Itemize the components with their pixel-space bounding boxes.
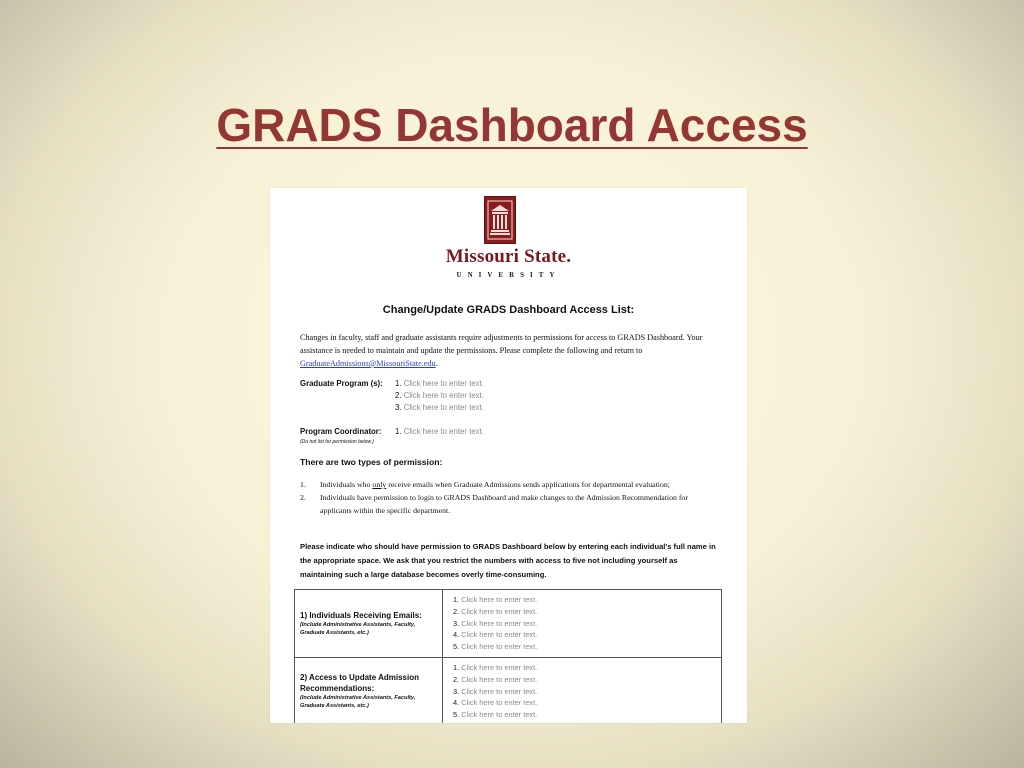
text-entry-field[interactable]: 2. Click here to enter text. — [453, 606, 538, 616]
row-entries-cell — [443, 657, 722, 723]
text-entry-field[interactable]: 3. Click here to enter text. — [453, 618, 538, 628]
permission-type-item: 1. Individuals who only receive emails when Graduate Admissions sends applications for departmental evaluation; — [300, 480, 670, 489]
brand-subtitle: UNIVERSITY — [456, 271, 561, 279]
text-entry-field[interactable]: 1. Click here to enter text. — [453, 662, 538, 672]
text-entry-field[interactable]: 3. Click here to enter text. — [453, 686, 538, 696]
form-heading: Change/Update GRADS Dashboard Access List: — [382, 304, 635, 316]
row-note: (Include Administrative Assistants, Faculty, Graduate Assistants, etc.) — [300, 621, 416, 636]
row-header-cell — [295, 590, 443, 658]
program-coordinator-label: Program Coordinator: — [300, 427, 382, 436]
text-entry-field[interactable]: 1. Click here to enter text. — [453, 595, 538, 604]
slide-title: GRADS Dashboard Access — [216, 99, 808, 151]
permission-types-heading: There are two types of permission: — [300, 457, 443, 467]
permission-type-item: 2. Individuals have permission to login to GRADS Dashboard and make changes to the Admission Recommendation for applicants within the specific department. — [300, 493, 688, 515]
graduate-program-entry[interactable]: 1. Click here to enter text. — [395, 379, 484, 388]
text-entry-field[interactable]: 5. Click here to enter text. — [453, 710, 538, 720]
text-entry-field[interactable]: 4. Click here to enter text. — [453, 630, 538, 640]
table-row — [295, 590, 722, 658]
text-entry-field[interactable]: 4. Click here to enter text. — [453, 698, 538, 708]
graduate-program-entry[interactable]: 2. Click here to enter text. — [395, 391, 484, 400]
program-coordinator-note: (Do not list for permission below.) — [300, 439, 374, 445]
row-entries-cell — [443, 590, 722, 658]
program-coordinator-entry[interactable]: 1. Click here to enter text. — [395, 427, 484, 436]
university-building-icon — [484, 196, 516, 244]
row-title: 1) Individuals Receiving Emails: — [300, 610, 422, 620]
text-entry-field[interactable]: 2. Click here to enter text. — [453, 674, 538, 684]
graduate-program-label: Graduate Program (s): — [300, 379, 383, 388]
instructions-paragraph: Please indicate who should have permission to GRADS Dashboard below by entering each individual's full name in the appropriate space. We ask that you restrict the numbers with access to five not including yourself as maintaining such a large database becomes overly time-consuming. — [300, 542, 716, 579]
table-row — [295, 657, 722, 723]
permission-types-list — [300, 478, 720, 517]
access-table — [294, 589, 722, 723]
intro-paragraph — [300, 331, 720, 370]
row-header-cell — [295, 657, 443, 723]
row-note: (Include Administrative Assistants, Faculty, Graduate Assistants, etc.) — [300, 695, 416, 710]
access-form-document — [270, 188, 747, 723]
text-entry-field[interactable]: 5. Click here to enter text. — [453, 642, 538, 652]
row-title: 2) Access to Update Admission Recommendations: — [300, 673, 419, 694]
intro-end: . — [435, 359, 438, 368]
graduate-program-entry[interactable]: 3. Click here to enter text. — [395, 403, 484, 412]
email-link[interactable]: GraduateAdmissions@MissouriState.edu — [300, 359, 436, 368]
brand-name: Missouri State. — [445, 246, 572, 267]
intro-text: Changes in faculty, staff and graduate assistants require adjustments to permissions for access to GRADS Dashboard. Your assistance is needed to maintain and update the permissions. Please complete the following and return to — [300, 333, 703, 355]
